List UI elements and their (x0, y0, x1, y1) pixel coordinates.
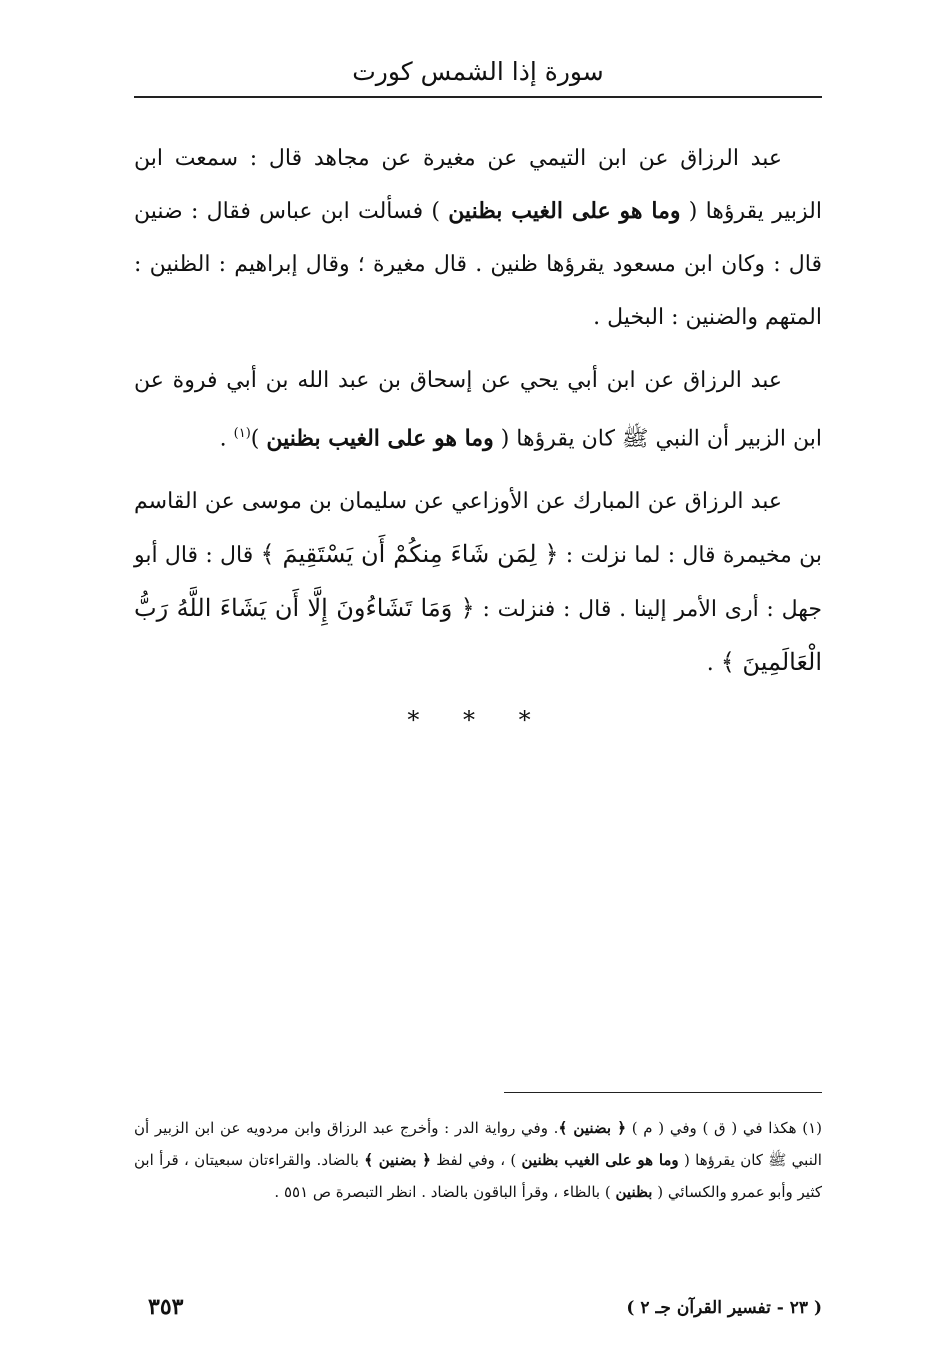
running-head-title: سورة إذا الشمس كورت (352, 57, 604, 86)
footnote-text-1: (١) هكذا في ( ق ) وفي ( م ) (626, 1119, 822, 1137)
paragraph-2-text-close: ) (250, 426, 267, 452)
footnote-bold-1: ﴿ بضنين ﴾ (558, 1119, 627, 1137)
main-text (134, 132, 822, 700)
paragraph-2 (134, 354, 822, 465)
header-rule (134, 96, 822, 98)
paragraph-3-text-part3: . (706, 651, 721, 677)
footnote-text-2: . وفي رواية الدر : وأخرج عبد الرزاق وابن مردويه عن ابن الزبير أن النبي ﷺ كان يقرؤها ( (134, 1119, 822, 1169)
footnote-reference: (١) (233, 426, 251, 441)
quran-verse-2: ﴿ وَمَا تَشَاءُونَ إِلَّا أَن يَشَاءَ اللَّهُ رَبُّ الْعَالَمِينَ ﴾ (134, 594, 822, 677)
footnote-text-3: ) ، وفي لفظ (430, 1151, 522, 1169)
paragraph-3-text-part2: قال : قال أبو جهل : أرى الأمر إلينا . قال : فنزلت : (134, 543, 822, 623)
footnote (134, 1112, 822, 1208)
footnote-bold-3: ﴿ بضنين ﴾ (364, 1151, 431, 1169)
paragraph-1-text-start: عبد الرزاق عن ابن التيمي عن مغيرة عن مجاهد قال : سمعت ابن الزبير يقرؤها ( (134, 146, 822, 224)
footnote-rule (504, 1092, 822, 1093)
footnote-bold-4: بظنين (615, 1183, 653, 1201)
page-number: ٣٥٣ (148, 1294, 184, 1320)
quran-verse-1: ﴿ لِمَن شَاءَ مِنكُمْ أَن يَسْتَقِيمَ ﴾ (260, 540, 559, 569)
paragraph-1-text-end: ) فسألت ابن عباس فقال : ضنين قال : وكان ابن مسعود يقرؤها ظنين . قال مغيرة ؛ وقال إبراهيم : الظنين : المتهم والضنين : البخيل . (134, 199, 822, 330)
paragraph-2-bold-reading: وما هو على الغيب بظنين (266, 425, 494, 452)
printer-signature: ( ٢٣ - تفسير القرآن جـ ٢ ) (626, 1298, 822, 1318)
paragraph-3-text-part1: عبد الرزاق عن المبارك عن الأوزاعي عن سليمان بن موسى عن القاسم بن مخيمرة قال : لما نزلت : (134, 489, 822, 569)
paragraph-2-text-start: عبد الرزاق عن ابن أبي يحي عن إسحاق بن عبد الله بن أبي فروة عن ابن الزبير أن النبي ﷺ كان يقرؤها ( (134, 368, 822, 452)
paragraph-1 (134, 132, 822, 344)
footnote-text-4: بالضاد. والقراءتان سبعيتان ، قرأ ابن كثير وأبو عمرو والكسائي ( (134, 1151, 822, 1201)
paragraph-2-text-end: . (219, 426, 234, 452)
paragraph-1-bold-reading: وما هو على الغيب بظنين (448, 198, 681, 224)
section-separator: * * * (407, 706, 549, 734)
footnote-bold-2: وما هو على الغيب بظنين (521, 1151, 679, 1169)
paragraph-3 (134, 475, 822, 690)
footnote-text-5: ) بالظاء ، وقرأ الباقون بالضاد . انظر التبصرة ص ٥٥١ . (274, 1183, 616, 1201)
